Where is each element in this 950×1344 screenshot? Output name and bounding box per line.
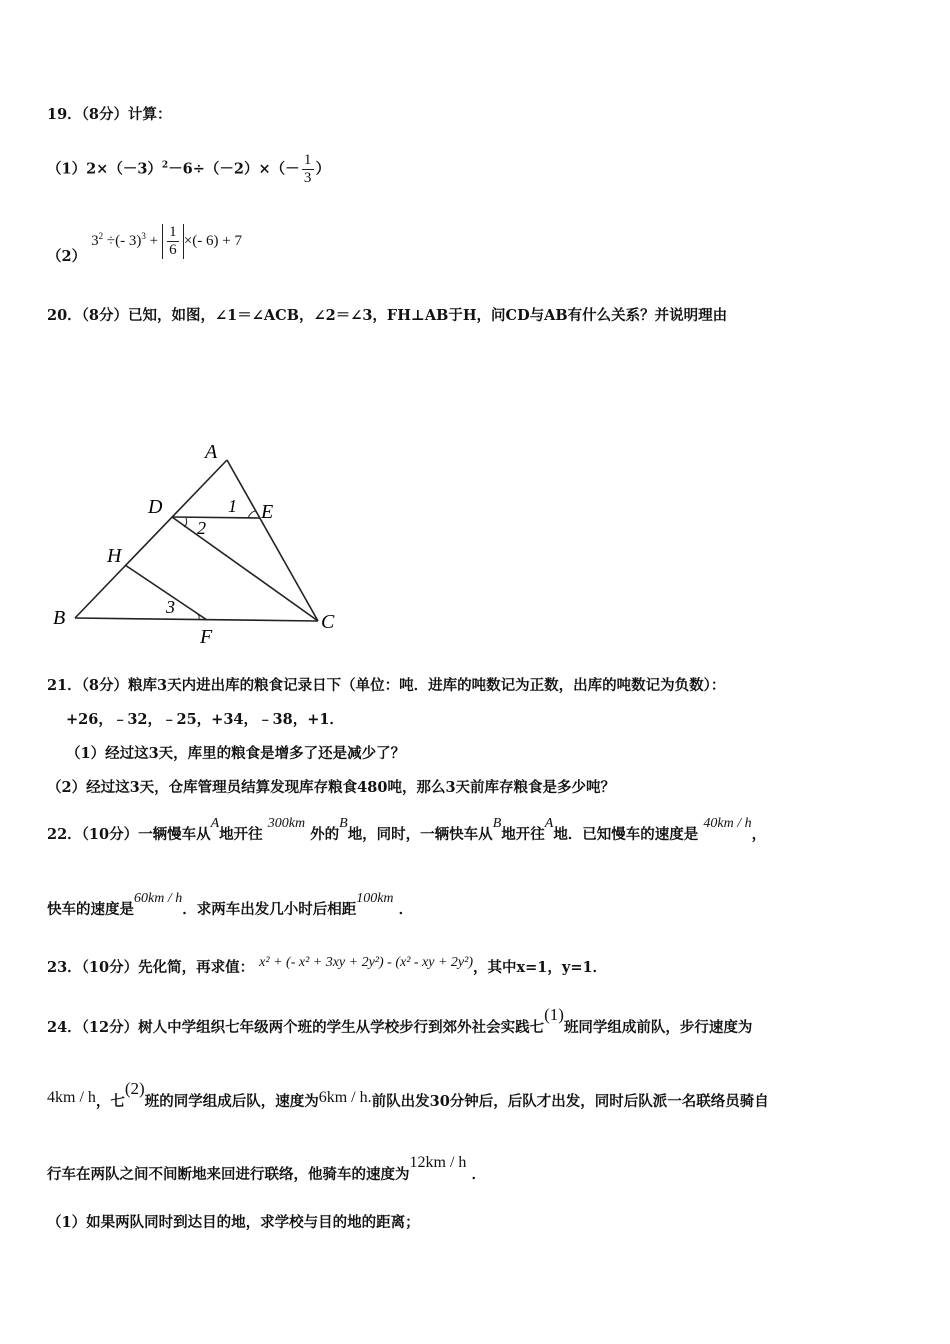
- q19-p1-end: ）: [315, 160, 331, 178]
- q23-text-a: 23．（10分）先化简，再求值：: [47, 959, 255, 976]
- q22-point-a: A: [210, 816, 220, 831]
- angle-2-label: 2: [197, 518, 206, 538]
- q22-point-b2: B: [492, 816, 502, 831]
- q19-p1-fraction: [302, 152, 314, 187]
- q19-p1-exp: 2: [161, 160, 169, 171]
- label-c: C: [321, 611, 335, 633]
- q19-p2-plus: +: [149, 232, 159, 249]
- q20-text: 20．（8分）已知，如图，∠1＝∠ACB，∠2＝∠3，FH⊥AB于H，问CD与AB有什么关系？并说明理由: [47, 307, 728, 324]
- q19-title: 19．（8分）计算：: [47, 106, 172, 123]
- q19-p1-label: （1）2×（－3）: [47, 160, 162, 178]
- label-a: A: [205, 441, 218, 463]
- q22-text-a: 22．（10分）一辆慢车从: [47, 826, 211, 843]
- label-d: D: [148, 496, 163, 518]
- q22-line1: [47, 816, 767, 844]
- segment-ac: [227, 460, 318, 621]
- q19-p2-label: （2）: [47, 247, 87, 265]
- q19-p1-frac-den: 3: [303, 170, 312, 186]
- q24-line2: [47, 1079, 769, 1111]
- q23-expression: x² + (- x² + 3xy + 2y²) - (x² - xy + 2y²): [259, 955, 474, 970]
- label-e: E: [261, 501, 274, 523]
- q24-speed1: 4km / h: [47, 1089, 96, 1106]
- q21-part1: （1）经过这3天，库里的粮食是增多了还是减少了？: [66, 745, 406, 762]
- label-b: B: [53, 607, 66, 629]
- q22-text-b: 地开往: [219, 826, 263, 843]
- q19-p2-exp2: 3: [141, 230, 146, 241]
- q22-text-e: 地开往: [501, 826, 545, 843]
- q24-line2-a: ，七: [95, 1093, 125, 1110]
- q23-line: [47, 956, 607, 977]
- q22-text-c: 外的: [310, 826, 340, 843]
- q24-line3-b: ．: [471, 1166, 486, 1183]
- label-h: H: [107, 545, 122, 567]
- angle-3-label: 3: [166, 597, 175, 617]
- q21-title: 21．（8分）粮库3天内进出库的粮食记录日下（单位：吨．进库的吨数记为正数，出库的吨数记为负数）：: [47, 677, 726, 694]
- q24-line3-a: 行车在两队之间不间断地来回进行联络，他骑车的速度为: [47, 1166, 410, 1183]
- q21-part2: （2）经过这3天，仓库管理员结算发现库存粮食480吨，那么3天前库存粮食是多少吨？: [47, 779, 616, 796]
- q19-p2-exp1: 2: [98, 230, 104, 241]
- q19-part2: [47, 224, 242, 265]
- q19-p2-expression: [91, 224, 242, 258]
- q22-text-g: ，: [751, 826, 767, 843]
- q22-speed-slow: 40km / h: [703, 816, 752, 831]
- q22-line2-a: 快车的速度是: [47, 901, 134, 918]
- label-f: F: [200, 626, 213, 648]
- q22-distance2: 100km: [356, 891, 394, 906]
- q24-line2-b: 班的同学组成后队，速度为: [144, 1093, 319, 1110]
- q19-part1: [47, 152, 330, 187]
- segment-de: [172, 517, 260, 518]
- q22-distance: 300km: [267, 816, 306, 831]
- q22-line2: [47, 891, 414, 919]
- q24-line2-c: 前队出发30分钟后，后队才出发，同时后队派一名联络员骑自: [371, 1093, 769, 1110]
- q24-line1-b: 班同学组成前队，步行速度为: [563, 1019, 753, 1036]
- angle-1-label: 1: [228, 496, 237, 516]
- geometry-figure: [45, 438, 345, 648]
- q22-text-f: 地．已知慢车的速度是: [553, 826, 699, 843]
- q24-line1: [47, 1005, 753, 1037]
- q19-p2-fraction: [167, 224, 179, 259]
- q19-p2-abs: [162, 224, 184, 259]
- q24-class2: (2): [124, 1079, 145, 1098]
- q24-part1: （1）如果两队同时到达目的地，求学校与目的地的距离；: [47, 1214, 420, 1231]
- q23-text-b: ，其中x=1，y=1．: [473, 959, 608, 976]
- q24-speed2: 6km / h.: [318, 1089, 372, 1106]
- angle-1-arc: [248, 511, 256, 518]
- q19-p1-mid: －6÷（－2）×（－: [168, 160, 300, 178]
- q22-text-d: 地，同时，一辆快车从: [347, 826, 493, 843]
- q22-point-a2: A: [544, 816, 554, 831]
- q19-p2-rest: ×(- 6) + 7: [183, 232, 242, 249]
- segment-bc: [75, 618, 318, 621]
- q19-p2-frac-num: 1: [169, 224, 177, 240]
- q19-p2-frac-den: 6: [169, 242, 177, 258]
- q22-point-b: B: [339, 816, 348, 831]
- q24-speed3: 12km / h: [409, 1154, 467, 1171]
- q24-class1: (1): [544, 1005, 564, 1024]
- q24-line3: [47, 1154, 486, 1184]
- q22-speed-fast: 60km / h: [134, 891, 183, 906]
- q21-data: +26，﹣32，﹣25，+34，﹣38，+1．: [66, 711, 344, 728]
- q19-p1-frac-num: 1: [303, 152, 312, 168]
- q19-p2-base: 3: [91, 232, 99, 249]
- q22-line2-c: ．: [398, 901, 414, 918]
- q19-p2-div: ÷(- 3): [106, 232, 142, 249]
- q22-line2-b: ．求两车出发几小时后相距: [182, 901, 357, 918]
- q24-line1-a: 24．（12分）树人中学组织七年级两个班的学生从学校步行到郊外社会实践七: [47, 1019, 545, 1036]
- segment-dc: [172, 517, 318, 621]
